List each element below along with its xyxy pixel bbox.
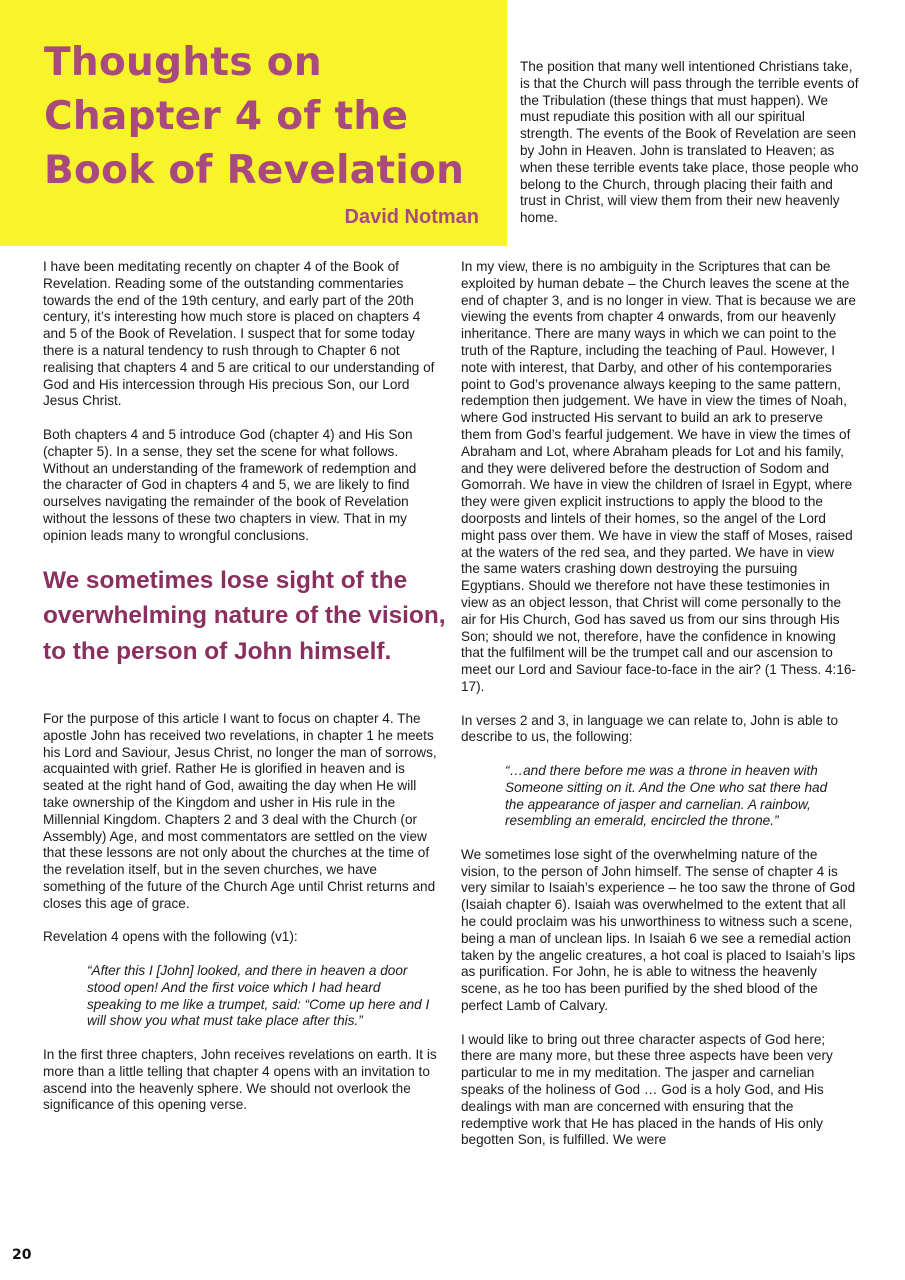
paragraph: The position that many well intentioned Christians take, is that the Church will pass through the terrible events of the Tribulation (these things that must happen). We must repudiate this position with all our spiritual strength. The events of the Book of Revelation are seen by John in Heaven. John is translated to Heaven; as when these terrible events take place, those people who belong to the Church, through placing their faith and trust in Christ, will view them from their new heavenly home. (520, 59, 859, 226)
paragraph: In my view, there is no ambiguity in the Scriptures that can be exploited by human debate – the Church leaves the scene at the end of chapter 3, and is no longer in view. That is because we are viewing the events from chapter 4 onwards, from our heavenly inheritance. There are many ways in which we can point to the truth of the Rapture, including the teaching of Paul. However, I note with interest, that Darby, and other of his contemporaries point to God’s provenance always keeping to the same pattern, redemption then judgement. We have in view the times of Noah, where God instructed His servant to build an ark to preserve them from God’s fearful judgement. We have in view the times of Abraham and Lot, where Abraham pleads for Lot and his family, and they were delivered before the destruction of Sodom and Gomorrah. We have in view the children of Israel in Egypt, where they were given explicit instructions to apply the blood to the doorposts and lintels of their homes, so the angel of the Lord might pass over them. We have in view the staff of Moses, raised at the waters of the red sea, and they parted. We have in view the same waters crashing down destroying the pursuing Egyptians. Should we therefore not have these testimonies in view as an object lesson, that Christ will come personally to the air for His Church, God has saved us from our sins through His Son; should we not, therefore, have the confidence in knowing that the fulfilment will be the trumpet call and our ascension to meet our Lord and Saviour face-to-face in the air? (1 Thess. 4:16-17). (461, 259, 856, 694)
author-name: David Notman (344, 206, 479, 228)
paragraph: In the first three chapters, John receives revelations on earth. It is more than a little telling that chapter 4 opens with an invitation to ascend into the heavenly sphere. We should not overlook the significance of this opening verse. (43, 1046, 437, 1113)
scripture-quote: “…and there before me was a throne in heaven with Someone sitting on it. And the One who sat there had the appearance of jasper and carnelian. A rainbow, resembling an emerald, encircled the throne.” (505, 762, 828, 829)
column-top-right (520, 59, 860, 244)
pull-quote: We sometimes lose sight of the overwhelming nature of the vision, to the person of John himself. (43, 566, 446, 665)
title-banner (0, 0, 507, 246)
page-number: 20 (12, 1247, 32, 1263)
paragraph: In verses 2 and 3, in language we can relate to, John is able to describe to us, the following: (461, 712, 839, 745)
column-right (461, 259, 856, 1166)
paragraph: Revelation 4 opens with the following (v1): (43, 929, 298, 945)
article-title: Thoughts on Chapter 4 of the Book of Revelation (44, 40, 465, 193)
paragraph: We sometimes lose sight of the overwhelming nature of the vision, to the person of John himself. The sense of chapter 4 is very similar to Isaiah’s experience – he too saw the throne of God (Isaiah chapter 6). Isaiah was overwhelmed to the extent that all he could proclaim was his unworthiness to witness such a scene, being a man of unclean lips. In Isaiah 6 we see a remedial action taken by the angelic creatures, a hot coal is placed to Isaiah’s lips as purification. For John, he is able to witness the heavenly scene, as he too has been purified by the shed blood of the perfect Lamb of Calvary. (461, 846, 856, 1014)
paragraph: I would like to bring out three character aspects of God here; there are many more, but these three aspects have been very particular to me in my meditation. The jasper and carnelian speaks of the holiness of God … God is a holy God, and His dealings with man are concerned with ensuring that the redemptive work that He has placed in the hands of His only begotten Son, is fulfilled. We were (461, 1031, 833, 1148)
column-left (43, 259, 446, 1131)
paragraph: Both chapters 4 and 5 introduce God (chapter 4) and His Son (chapter 5). In a sense, they set the scene for what follows. Without an understanding of the framework of redemption and the character of God in chapters 4 and 5, we are likely to find ourselves navigating the remainder of the book of Revelation without the lessons of these two chapters in view. That in my opinion leads many to wrongful conclusions. (43, 426, 417, 543)
scripture-quote: “After this I [John] looked, and there in heaven a door stood open! And the first voice which I had heard speaking to me like a trumpet, said: “Come up here and I will show you what must take place after this.” (87, 963, 430, 1029)
paragraph: For the purpose of this article I want to focus on chapter 4. The apostle John has received two revelations, in chapter 1 he meets his Lord and Saviour, Jesus Christ, no longer the man of sorrows, acquainted with grief. Rather He is glorified in heaven and is seated at the right hand of God, awaiting the day when He will take ownership of the Kingdom and usher in His rule in the Millennial Kingdom. Chapters 2 and 3 deal with the Church (or Assembly) Age, and most commentators are settled on the view that these lessons are not only about the churches at the time of the revelation itself, but in the seven churches, we have something of the future of the Church Age until Christ returns and closes this age of grace. (43, 711, 437, 911)
paragraph: I have been meditating recently on chapter 4 of the Book of Revelation. Reading some of the outstanding commentaries towards the end of the 19th century, and early part of the 20th century, it’s interesting how much store is placed on chapters 4 and 5 of the Book of Revelation. I suspect that for some today there is a natural tendency to rush through to Chapter 6 not realising that chapters 4 and 5 are critical to our understanding of God and His intercession through His precious Son, our Lord Jesus Christ. (43, 259, 435, 409)
